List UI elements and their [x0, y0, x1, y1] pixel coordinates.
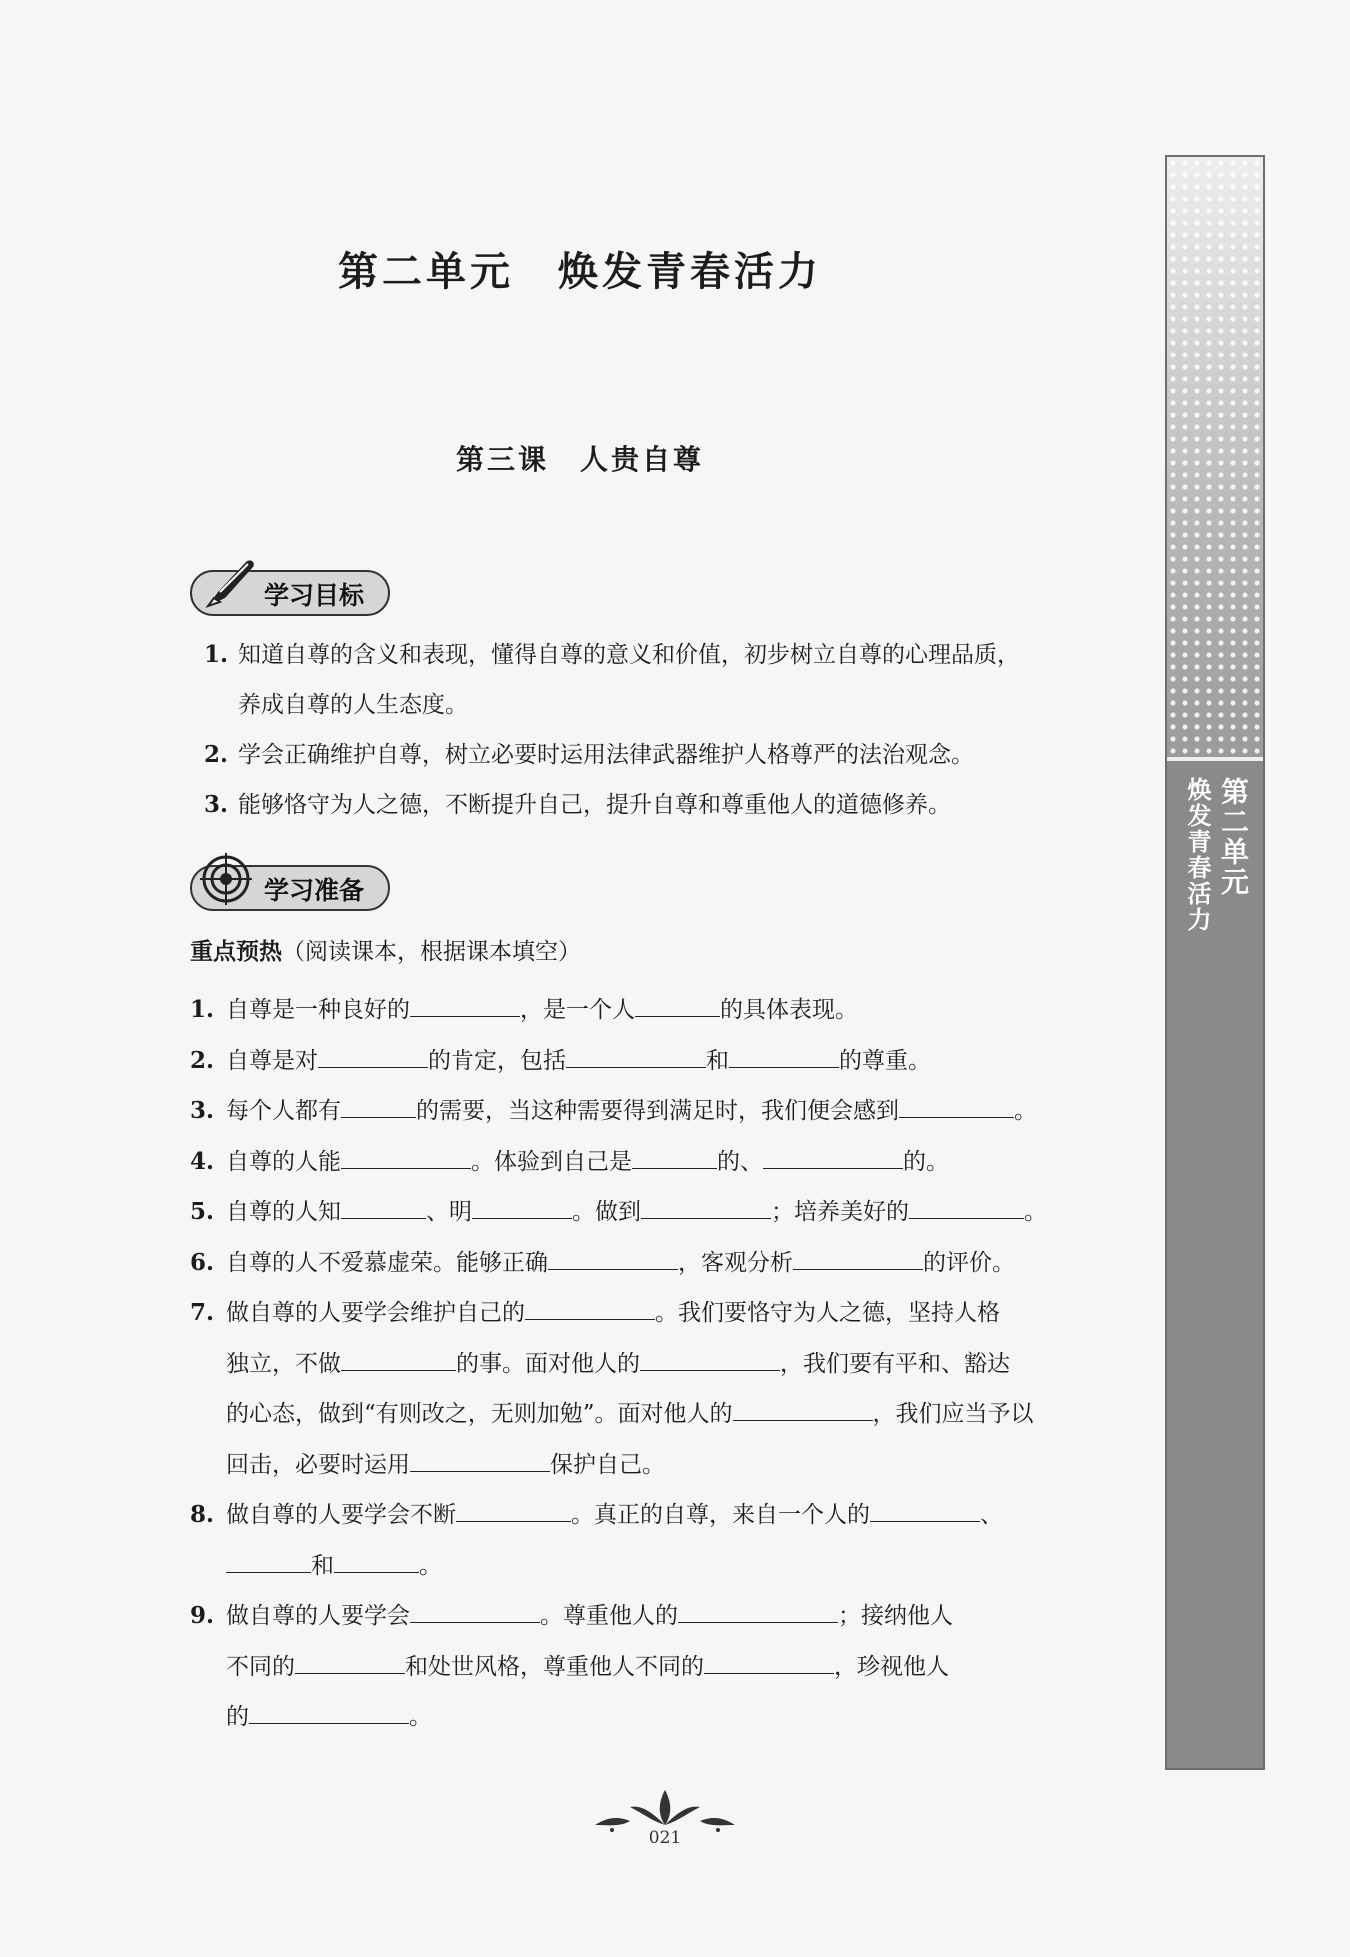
question-text: 自尊是一种良好的	[226, 997, 410, 1023]
answer-blank[interactable]	[410, 1449, 550, 1472]
question-item	[190, 1238, 1150, 1289]
question-text: 独立，不做	[226, 1350, 341, 1377]
question-text: 。	[419, 1552, 442, 1579]
goal-text: 知道自尊的含义和表现，懂得自尊的意义和价值，初步树立自尊的心理品质，	[238, 642, 1020, 668]
question-text: ；培养美好的	[771, 1199, 909, 1225]
goals-list	[190, 630, 1150, 830]
answer-blank[interactable]	[548, 1247, 678, 1270]
question-text: 的评价。	[923, 1249, 1015, 1276]
question-item	[190, 1086, 1150, 1137]
unit-side-tab	[1165, 155, 1265, 1770]
answer-blank[interactable]	[456, 1499, 571, 1522]
answer-blank[interactable]	[678, 1600, 838, 1623]
section-label-goals: 学习目标	[264, 581, 365, 610]
question-text: 和处世风格，尊重他人不同的	[405, 1653, 704, 1680]
hint-title: 重点预热	[190, 939, 282, 965]
question-text: 的、	[717, 1148, 763, 1175]
answer-blank[interactable]	[226, 1550, 311, 1573]
question-text: 的具体表现。	[720, 997, 858, 1023]
questions-list	[190, 985, 1150, 1743]
question-number: 4.	[190, 1147, 215, 1175]
question-item	[190, 1490, 1150, 1591]
question-text: 。	[1014, 1098, 1037, 1124]
question-text: 。做到	[572, 1199, 641, 1225]
question-text: 。	[409, 1704, 432, 1730]
answer-blank[interactable]	[909, 1196, 1024, 1219]
question-text: 的心态，做到“有则改之，无则加勉”。面对他人的	[226, 1401, 733, 1427]
answer-blank[interactable]	[640, 1348, 780, 1371]
question-text: 的。	[903, 1148, 949, 1175]
answer-blank[interactable]	[341, 1348, 456, 1371]
question-text: 做自尊的人要学会不断	[226, 1502, 456, 1528]
goal-text-cont: 养成自尊的人生态度。	[238, 692, 468, 718]
answer-blank[interactable]	[249, 1701, 409, 1724]
answer-blank[interactable]	[318, 1045, 428, 1068]
question-text: 自尊的人不爱慕虚荣。能够正确	[226, 1249, 548, 1276]
question-text: 自尊的人能	[226, 1148, 341, 1175]
question-number: 1.	[190, 996, 215, 1023]
question-text: 的事。面对他人的	[456, 1350, 640, 1377]
side-tab-pattern	[1167, 157, 1263, 757]
answer-blank[interactable]	[704, 1651, 834, 1674]
question-text: ，我们应当予以	[872, 1401, 1034, 1427]
question-text: 的尊重。	[839, 1047, 931, 1074]
question-number: 3.	[190, 1097, 215, 1124]
question-item	[190, 1187, 1150, 1238]
question-number: 8.	[190, 1501, 215, 1528]
answer-blank[interactable]	[341, 1146, 471, 1169]
question-text: 。真正的自尊，来自一个人的	[571, 1502, 870, 1528]
page-number: 021	[648, 1828, 682, 1848]
goal-number: 3.	[204, 791, 229, 818]
exercise-hint	[190, 933, 581, 966]
question-number: 7.	[190, 1299, 215, 1326]
question-text: ，客观分析	[678, 1249, 793, 1276]
question-text: 和	[706, 1047, 729, 1074]
unit-title: 第二单元 焕发青春活力	[338, 248, 822, 295]
hint-instruction: （阅读课本，根据课本填空）	[282, 939, 581, 965]
answer-blank[interactable]	[341, 1196, 426, 1219]
answer-blank[interactable]	[793, 1247, 923, 1270]
question-number: 5.	[190, 1198, 215, 1225]
answer-blank[interactable]	[899, 1095, 1014, 1118]
answer-blank[interactable]	[641, 1196, 771, 1219]
answer-blank[interactable]	[729, 1045, 839, 1068]
answer-blank[interactable]	[472, 1196, 572, 1219]
question-text: 、	[980, 1502, 1003, 1528]
question-text: 自尊的人知	[226, 1199, 341, 1225]
question-item	[190, 1137, 1150, 1188]
question-text: 回击，必要时运用	[226, 1451, 410, 1478]
question-item	[190, 1591, 1150, 1743]
goal-number: 2.	[204, 741, 229, 768]
question-text: 每个人都有	[226, 1098, 341, 1124]
question-item	[190, 985, 1150, 1036]
answer-blank[interactable]	[295, 1651, 405, 1674]
side-tab-unit: 第二单元	[1217, 777, 1250, 897]
question-text: ；接纳他人	[838, 1603, 953, 1629]
question-text: 。我们要恪守为人之德，坚持人格	[655, 1300, 1000, 1326]
question-item	[190, 1288, 1150, 1490]
goal-item	[190, 730, 1150, 780]
answer-blank[interactable]	[566, 1045, 706, 1068]
section-badge-goals	[190, 570, 390, 616]
question-text: 保护自己。	[550, 1451, 665, 1478]
goal-item	[190, 630, 1150, 730]
goal-text: 能够恪守为人之德，不断提升自己，提升自尊和尊重他人的道德修养。	[238, 792, 951, 818]
question-text: 。尊重他人的	[540, 1603, 678, 1629]
answer-blank[interactable]	[525, 1297, 655, 1320]
question-text: 做自尊的人要学会	[226, 1603, 410, 1629]
goal-item	[190, 780, 1150, 830]
goal-text: 学会正确维护自尊，树立必要时运用法律武器维护人格尊严的法治观念。	[238, 742, 974, 768]
section-badge-prep	[190, 865, 390, 911]
question-text: 自尊是对	[226, 1047, 318, 1074]
answer-blank[interactable]	[410, 1600, 540, 1623]
pen-icon	[198, 554, 260, 616]
answer-blank[interactable]	[410, 994, 520, 1017]
question-text: 。体验到自己是	[471, 1148, 632, 1175]
target-icon	[198, 849, 260, 911]
question-number: 2.	[190, 1046, 215, 1074]
answer-blank[interactable]	[334, 1550, 419, 1573]
answer-blank[interactable]	[870, 1499, 980, 1522]
answer-blank[interactable]	[632, 1146, 717, 1169]
question-number: 6.	[190, 1248, 215, 1276]
question-text: ，是一个人	[520, 997, 635, 1023]
side-tab-divider	[1167, 757, 1263, 761]
question-text: 和	[311, 1552, 334, 1579]
question-text: 做自尊的人要学会维护自己的	[226, 1300, 525, 1326]
question-text: 的	[226, 1704, 249, 1730]
answer-blank[interactable]	[763, 1146, 903, 1169]
lesson-title: 第三课 人贵自尊	[455, 443, 704, 476]
question-text: 、明	[426, 1199, 472, 1225]
question-text: 不同的	[226, 1653, 295, 1680]
side-tab-text	[1173, 777, 1257, 933]
answer-blank[interactable]	[635, 994, 720, 1017]
question-number: 9.	[190, 1602, 215, 1629]
question-text: ，我们要有平和、豁达	[780, 1350, 1010, 1377]
question-text: 的肯定，包括	[428, 1047, 566, 1074]
question-text: 。	[1024, 1199, 1047, 1225]
question-text: 的需要，当这种需要得到满足时，我们便会感到	[416, 1098, 899, 1124]
question-text: ，珍视他人	[834, 1653, 949, 1680]
goal-number: 1.	[204, 641, 229, 668]
answer-blank[interactable]	[733, 1398, 873, 1421]
side-tab-theme: 焕发青春活力	[1183, 777, 1211, 933]
answer-blank[interactable]	[341, 1095, 416, 1118]
question-item	[190, 1036, 1150, 1087]
section-label-prep: 学习准备	[264, 876, 365, 905]
